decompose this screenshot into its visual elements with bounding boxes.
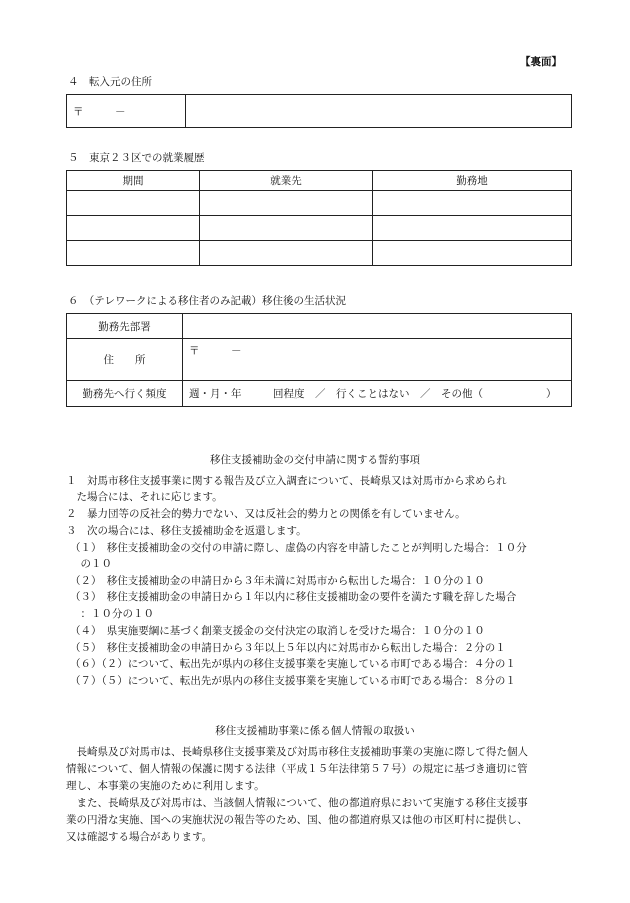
- privacy-line: 長崎県及び対馬市は、長崎県移住支援事業及び対馬市移住支援補助事業の実施に際して得た個人: [66, 746, 528, 758]
- employment-history-table: [66, 170, 572, 266]
- dept-label: 勤務先部署: [67, 314, 183, 339]
- address-postal-text: 〒 －: [189, 345, 242, 357]
- work-location-cell[interactable]: [373, 241, 572, 266]
- privacy-line: 理し、本事業の実施のために利用します。: [66, 780, 265, 792]
- pledge-line: （３） 移住支援補助金の申請日から１年以内に移住支援補助金の要件を満たす職を辞した場合: [70, 591, 517, 603]
- header-period: 期間: [67, 171, 200, 191]
- employer-cell[interactable]: [200, 216, 373, 241]
- period-cell[interactable]: [67, 191, 200, 216]
- section-5-title: ５ 東京２３区での就業履歴: [68, 152, 205, 164]
- previous-address-cell[interactable]: [186, 95, 572, 128]
- address-label: 住 所: [67, 339, 183, 381]
- frequency-cell[interactable]: [183, 381, 572, 407]
- privacy-line: 業の円滑な実施、国への実施状況の報告等のため、国、他の都道府県又は他の市区町村に提供し、: [66, 814, 528, 826]
- pledge-line: （７）（５）について、転出先が県内の移住支援事業を実施している市町である場合：８分の１: [70, 675, 516, 687]
- period-cell[interactable]: [67, 216, 200, 241]
- pledge-line: （２） 移住支援補助金の申請日から３年未満に対馬市から転出した場合：１０分の１０: [70, 575, 485, 587]
- previous-address-table: [66, 94, 572, 128]
- section-4-title: ４ 転入元の住所: [68, 76, 152, 88]
- pledge-line: ２ 暴力団等の反社会的勢力でない、又は反社会的勢力との関係を有していません。: [66, 508, 466, 520]
- privacy-line: 又は確認する場合があります。: [66, 831, 213, 843]
- pledge-line: ３ 次の場合には、移住支援補助金を返還します。: [66, 525, 307, 537]
- pledge-line: （６）（２）について、転出先が県内の移住支援事業を実施している市町である場合：４分の１: [70, 658, 516, 670]
- dept-cell[interactable]: [183, 314, 572, 339]
- privacy-title: 移住支援補助事業に係る個人情報の取扱い: [215, 725, 415, 737]
- previous-postal-text: 〒 －: [73, 105, 126, 118]
- address-cell[interactable]: [183, 339, 572, 381]
- frequency-label: 勤務先へ行く頻度: [67, 381, 183, 407]
- page-side-marker: 【裏面】: [520, 56, 562, 68]
- pledge-title: 移住支援補助金の交付申請に関する誓約事項: [210, 454, 420, 466]
- table-row: [67, 241, 572, 266]
- pledge-line: （５） 移住支援補助金の申請日から３年以上５年以内に対馬市から転出した場合：２分の１: [70, 642, 506, 654]
- privacy-line: また、長崎県及び対馬市は、当該個人情報について、他の都道府県において実施する移住支援事: [66, 797, 528, 809]
- pledge-line: （４） 県実施要綱に基づく創業支援金の交付決定の取消しを受けた場合：１０分の１０: [70, 625, 485, 637]
- period-cell[interactable]: [67, 241, 200, 266]
- employer-cell[interactable]: [200, 191, 373, 216]
- previous-postal-cell[interactable]: [67, 95, 186, 128]
- header-employer: 就業先: [200, 171, 373, 191]
- section-6-title: ６ （テレワークによる移住者のみ記載）移住後の生活状況: [68, 295, 347, 307]
- work-location-cell[interactable]: [373, 216, 572, 241]
- work-location-cell[interactable]: [373, 191, 572, 216]
- pledge-line: ：１０分の１０: [70, 608, 154, 620]
- pledge-line: の１０: [70, 558, 112, 570]
- pledge-line: （１） 移住支援補助金の交付の申請に際し、虚偽の内容を申請したことが判明した場合：１０分: [70, 542, 527, 554]
- privacy-line: 情報について、個人情報の保護に関する法律（平成１５年法律第５７号）の規定に基づき適切に管: [66, 763, 528, 775]
- living-status-table: [66, 313, 572, 407]
- employer-cell[interactable]: [200, 241, 373, 266]
- pledge-line: た場合には、それに応じます。: [66, 491, 223, 503]
- header-work-location: 勤務地: [373, 171, 572, 191]
- frequency-options: 週・月・年 回程度 ／ 行くことはない ／ その他（ ）: [189, 388, 557, 400]
- table-row: [67, 216, 572, 241]
- table-row: [67, 191, 572, 216]
- pledge-line: １ 対馬市移住支援事業に関する報告及び立入調査について、長崎県又は対馬市から求められ: [66, 475, 507, 487]
